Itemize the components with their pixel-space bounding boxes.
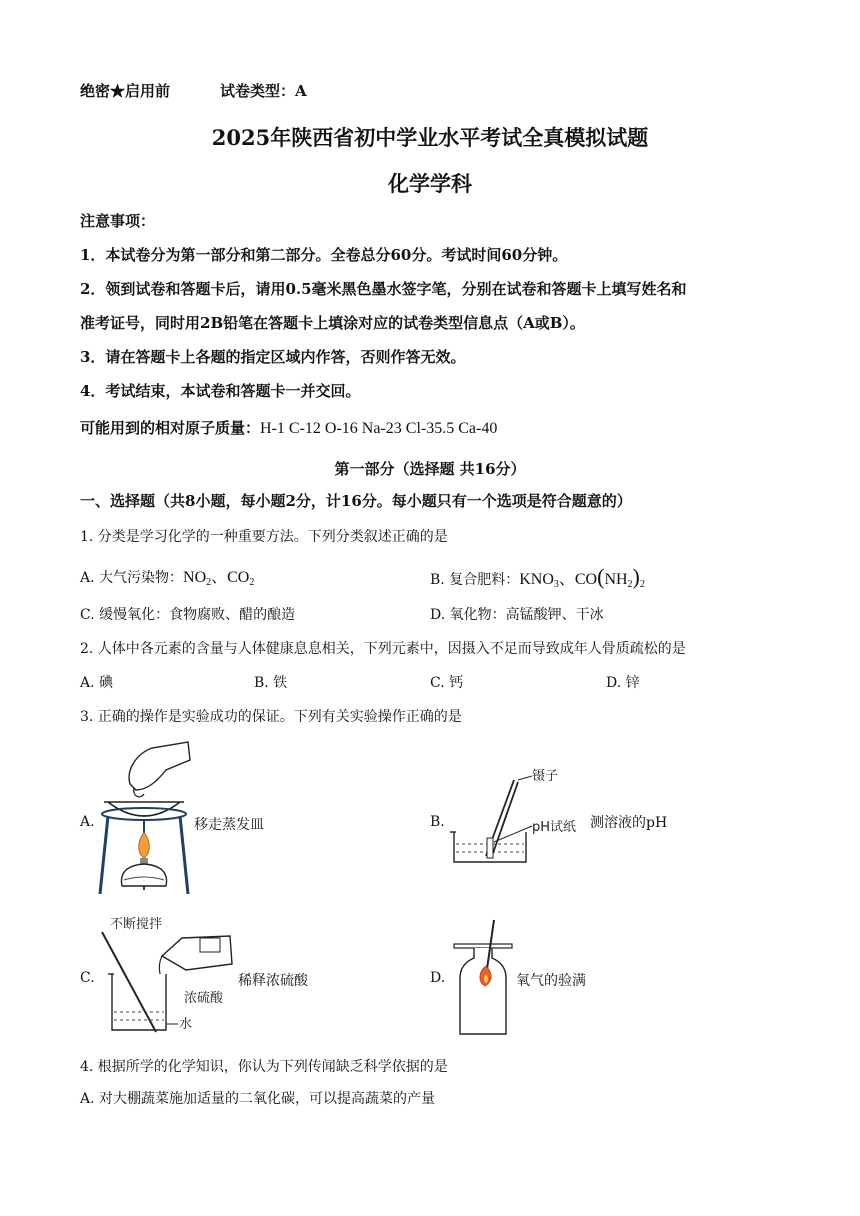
q3-option-b-letter: B. <box>430 814 445 830</box>
atomic-mass-line <box>80 417 497 438</box>
notice-item: 准考证号，同时用2B铅笔在答题卡上填涂对应的试卷类型信息点（A或B）。 <box>80 314 585 332</box>
evaporating-dish-illustration <box>96 740 192 898</box>
q2-stem: 2. 人体中各元素的含量与人体健康息息相关，下列元素中，因摄入不足而导致成年人骨质疏松的是 <box>80 641 686 657</box>
q3-option-c-letter: C. <box>80 970 95 986</box>
q1-option-b-formula: $KNO_3$、$CO(NH_2)_2$ <box>519 564 645 590</box>
q2-option-d: D. 锌 <box>606 675 640 691</box>
q3-option-d-caption: 氧气的验满 <box>516 973 586 989</box>
notice-item: 1．本试卷分为第一部分和第二部分。全卷总分60分。考试时间60分钟。 <box>80 246 568 264</box>
water-label: 水 <box>179 1017 193 1032</box>
q1-option-a <box>80 564 254 588</box>
ph-paper-label: pH试纸 <box>532 820 577 835</box>
atomic-mass-label: 可能用到的相对原子质量： <box>80 419 261 437</box>
page-title: 2025年陕西省初中学业水平考试全真模拟试题 <box>211 125 649 150</box>
q3-option-a-letter: A. <box>80 814 95 830</box>
atomic-mass-values: H-1 C-12 O-16 Na-23 Cl-35.5 Ca-40 <box>260 420 498 437</box>
oxygen-test-illustration <box>448 914 518 1038</box>
notice-item: 2．领到试卷和答题卡后，请用0.5毫米黑色墨水签字笔，分别在试卷和答题卡上填写姓名和 <box>80 280 687 298</box>
q3-option-d-letter: D. <box>430 970 446 986</box>
q3-stem: 3. 正确的操作是实验成功的保证。下列有关实验操作正确的是 <box>80 709 462 725</box>
section1-title: 一、选择题（共8小题，每小题2分，计16分。每小题只有一个选项是符合题意的） <box>80 492 632 510</box>
q2-option-b: B. 铁 <box>254 675 288 691</box>
q3-option-a-caption: 移走蒸发皿 <box>194 817 264 833</box>
exam-header <box>80 80 307 101</box>
stir-label: 不断搅拌 <box>110 917 163 932</box>
notice-item: 4．考试结束，本试卷和答题卡一并交回。 <box>80 382 361 400</box>
tweezers-label: 镊子 <box>532 769 559 784</box>
q1-stem: 1. 分类是学习化学的一种重要方法。下列分类叙述正确的是 <box>80 529 448 545</box>
subject-title: 化学学科 <box>388 171 472 196</box>
dilution-illustration <box>96 916 236 1036</box>
q1-option-b <box>430 564 645 590</box>
ph-test-illustration <box>446 760 586 866</box>
q1-option-a-label: A. 大气污染物： <box>80 570 184 586</box>
q4-stem: 4. 根据所学的化学知识，你认为下列传闻缺乏科学依据的是 <box>80 1059 448 1075</box>
q3-option-c-caption: 稀释浓硫酸 <box>238 973 308 989</box>
q1-option-c: C. 缓慢氧化：食物腐败、醋的酿造 <box>80 607 296 623</box>
paper-type-label: 试卷类型：A <box>220 82 307 100</box>
q3-option-b-caption: 测溶液的pH <box>590 815 668 831</box>
acid-label: 浓硫酸 <box>184 991 224 1006</box>
q1-option-a-formula: $NO_2$、$CO_2$ <box>183 569 255 588</box>
secret-label: 绝密★启用前 <box>80 82 171 100</box>
q1-option-d: D. 氧化物：高锰酸钾、干冰 <box>430 607 604 623</box>
part1-title: 第一部分（选择题 共16分） <box>334 460 526 478</box>
q2-option-a: A. 碘 <box>80 675 114 691</box>
notice-heading: 注意事项： <box>80 212 156 230</box>
q1-option-b-label: B. 复合肥料： <box>430 572 520 588</box>
notice-item: 3．请在答题卡上各题的指定区域内作答，否则作答无效。 <box>80 348 466 366</box>
q4-option-a: A. 对大棚蔬菜施加适量的二氧化碳，可以提高蔬菜的产量 <box>80 1091 436 1107</box>
q2-option-c: C. 钙 <box>430 675 464 691</box>
